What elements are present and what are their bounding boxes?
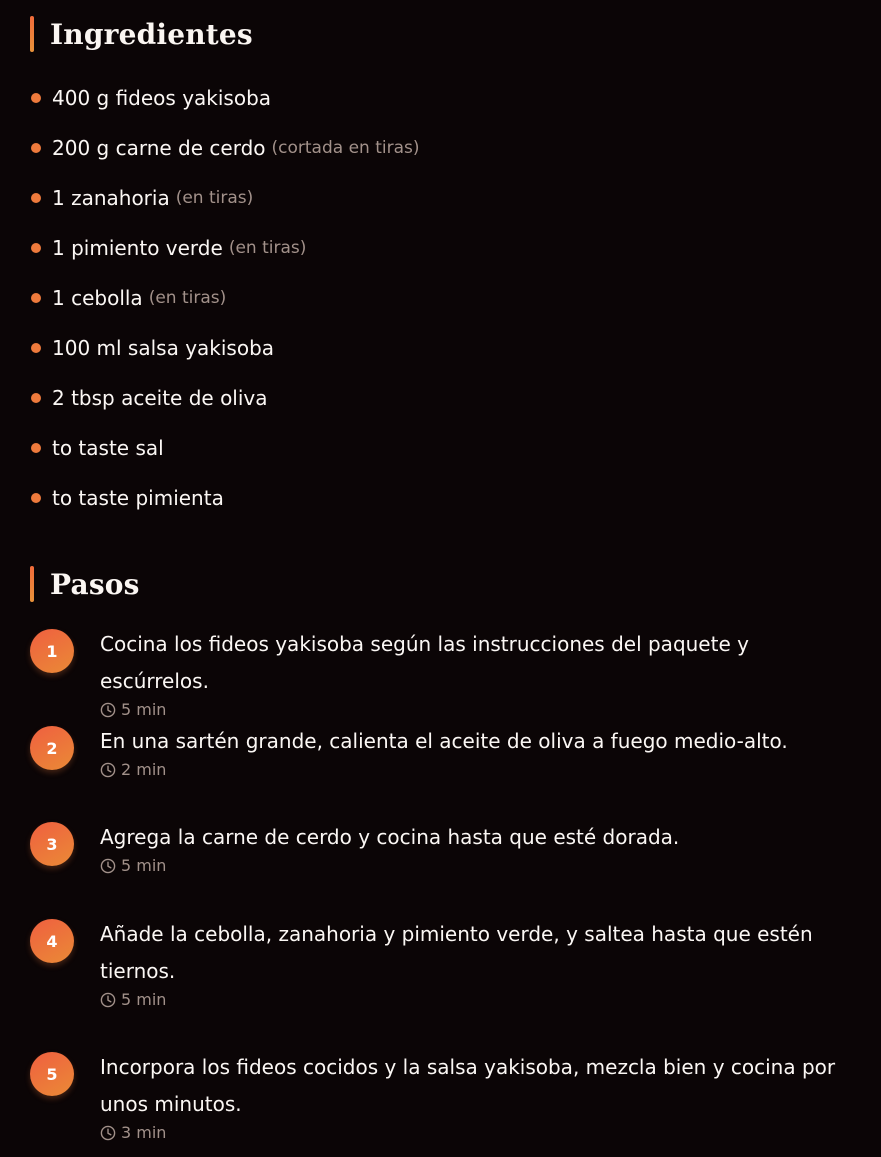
step-instruction: Agrega la carne de cerdo y cocina hasta que esté dorada. [100,825,680,849]
bullet-icon [31,143,41,153]
ingredient-item [30,323,420,373]
step-number-badge: 5 [30,1052,74,1096]
step-time-label: 5 min [121,990,167,1009]
step-time-label: 5 min [121,700,167,719]
bullet-icon [31,243,41,253]
steps-title: Pasos [50,567,140,601]
step-instruction: Incorpora los fideos cocidos y la salsa yakisoba, mezcla bien y cocina por unos minutos. [100,1055,836,1116]
clock-icon [100,1125,116,1141]
ingredient-item [30,423,420,473]
step-instruction: Cocina los fideos yakisoba según las instrucciones del paquete y escúrrelos. [100,632,749,693]
ingredient-note: (en tiras) [228,238,307,258]
step-duration [100,990,860,1009]
bullet-icon [31,93,41,103]
step-duration [100,856,860,875]
ingredient-text: 400 g fideos yakisoba [52,86,272,110]
clock-icon [100,762,116,778]
clock-icon [100,702,116,718]
heading-accent-bar [30,16,34,52]
step-time-label: 5 min [121,856,167,875]
ingredient-text: 1 cebolla [52,286,143,310]
ingredient-item [30,373,420,423]
step-time-label: 2 min [121,760,167,779]
clock-icon [100,992,116,1008]
step-number-badge: 2 [30,726,74,770]
steps-heading [30,566,140,602]
ingredient-text: 100 ml salsa yakisoba [52,336,275,360]
ingredient-item [30,123,420,173]
ingredients-heading [30,16,253,52]
ingredient-note: (en tiras) [175,188,254,208]
step-duration [100,1123,860,1142]
step-duration [100,760,860,779]
ingredient-item [30,473,420,523]
step-number-badge: 1 [30,629,74,673]
bullet-icon [31,293,41,303]
bullet-icon [31,393,41,403]
step-body [100,1052,860,1142]
step-number-badge: 3 [30,822,74,866]
bullet-icon [31,343,41,353]
bullet-icon [31,193,41,203]
step-body [100,822,860,875]
step-duration [100,700,860,719]
step-number-badge: 4 [30,919,74,963]
ingredient-text: 2 tbsp aceite de oliva [52,386,268,410]
step-body [100,919,860,1009]
step-body [100,629,860,719]
ingredient-text: 1 zanahoria [52,186,170,210]
step-instruction: En una sartén grande, calienta el aceite de oliva a fuego medio-alto. [100,729,788,753]
ingredients-title: Ingredientes [50,17,253,51]
bullet-icon [31,443,41,453]
heading-accent-bar [30,566,34,602]
ingredient-item [30,73,420,123]
step-body [100,726,860,779]
ingredient-item [30,273,420,323]
step-time-label: 3 min [121,1123,167,1142]
ingredient-text: 1 pimiento verde [52,236,223,260]
ingredients-list [30,73,420,523]
bullet-icon [31,493,41,503]
ingredient-text: 200 g carne de cerdo [52,136,266,160]
ingredient-text: to taste pimienta [52,486,224,510]
ingredient-note: (cortada en tiras) [271,138,420,158]
clock-icon [100,858,116,874]
ingredient-note: (en tiras) [148,288,227,308]
ingredient-item [30,173,420,223]
ingredient-text: to taste sal [52,436,164,460]
step-instruction: Añade la cebolla, zanahoria y pimiento verde, y saltea hasta que estén tiernos. [100,922,813,983]
ingredient-item [30,223,420,273]
